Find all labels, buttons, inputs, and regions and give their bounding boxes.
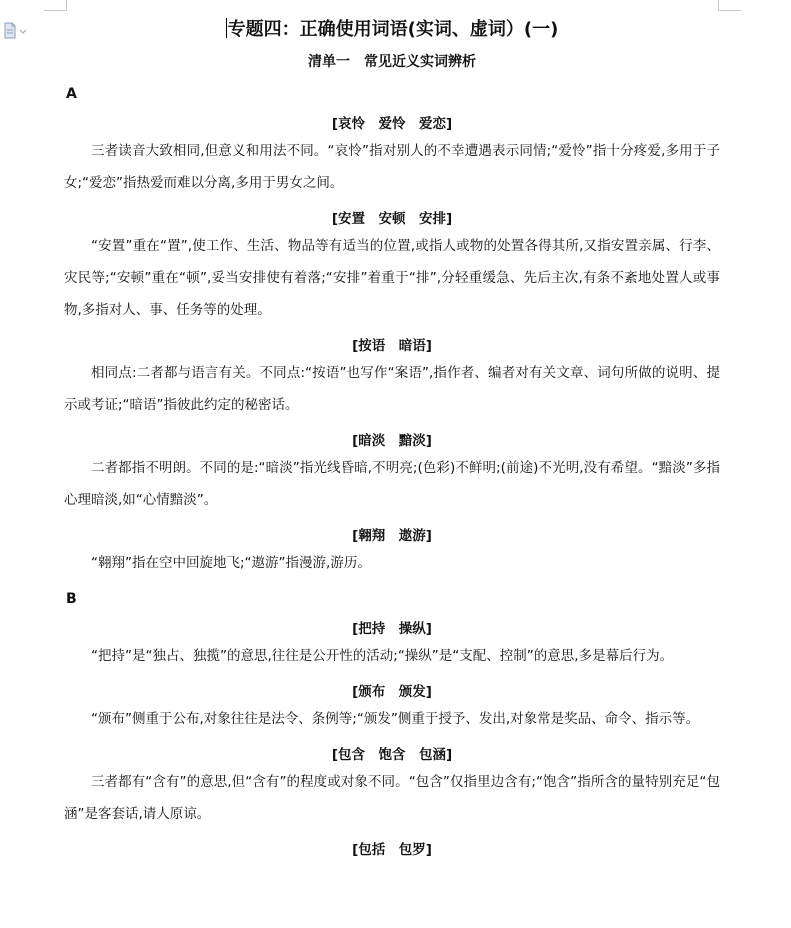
section-a [64,84,720,579]
entry-term: [把持 操纵] [352,621,432,637]
entry-term: [安置 安顿 安排] [331,211,453,227]
entry-text: “安置”重在“置”,使工作、生活、物品等有适当的位置,或指人或物的处置各得其所,又指安置亲属、行李、灾民等;“安顿”重在“顿”,妥当安排使有着落;“安排”着重于“排”,分轻重缓急、先后主次,有条不紊地处置人或事物,多指对人、事、任务等的处理。 [64,238,720,318]
entry-text: “颁布”侧重于公布,对象往往是法令、条例等;“颁发”侧重于授予、发出,对象常是奖品、命令、指示等。 [91,711,700,727]
entry-term: [颁布 颁发] [352,684,432,700]
entry-term: [包括 包罗] [352,842,432,858]
entry-term: [翱翔 遨游] [352,528,432,544]
document-icon[interactable] [2,22,28,40]
entry-term: [暗淡 黯淡] [352,433,432,449]
page-title [64,16,720,44]
list-subtitle: 清单一 常见近义实词辨析 [308,54,476,70]
crop-mark-top-left [44,0,67,11]
section-letter: A [66,86,77,102]
section-b [64,589,720,860]
page-title-text: 专题四：正确使用词语(实词、虚词）(一) [227,19,559,40]
document-page[interactable] [64,16,720,860]
section-letter: B [66,591,77,607]
entry-text: 相同点:二者都与语言有关。不同点:“按语”也写作“案语”,指作者、编者对有关文章、词句所做的说明、提示或考证;“暗语”指彼此约定的秘密话。 [64,365,720,413]
entry-term: [包含 饱含 包涵] [331,747,453,763]
entry-term: [哀怜 爱怜 爱恋] [331,116,453,132]
entry-text: “翱翔”指在空中回旋地飞;“遨游”指漫游,游历。 [91,555,371,571]
entry-text: 二者都指不明朗。不同的是:“暗淡”指光线昏暗,不明亮;(色彩)不鲜明;(前途)不光明,没有希望。“黯淡”多指心理暗淡,如“心情黯淡”。 [64,460,720,508]
text-cursor [226,18,227,38]
entry-text: 三者都有“含有”的意思,但“含有”的程度或对象不同。“包含”仅指里边含有;“饱含”指所含的量特别充足“包涵”是客套话,请人原谅。 [64,774,720,822]
crop-mark-top-right [718,0,741,11]
entry-term: [按语 暗语] [352,338,432,354]
entry-text: “把持”是“独占、独揽”的意思,往往是公开性的活动;“操纵”是“支配、控制”的意思,多是幕后行为。 [91,648,674,664]
entry-text: 三者读音大致相同,但意义和用法不同。“哀怜”指对别人的不幸遭遇表示同情;“爱怜”指十分疼爱,多用于子女;“爱恋”指热爱而难以分离,多用于男女之间。 [64,143,720,191]
